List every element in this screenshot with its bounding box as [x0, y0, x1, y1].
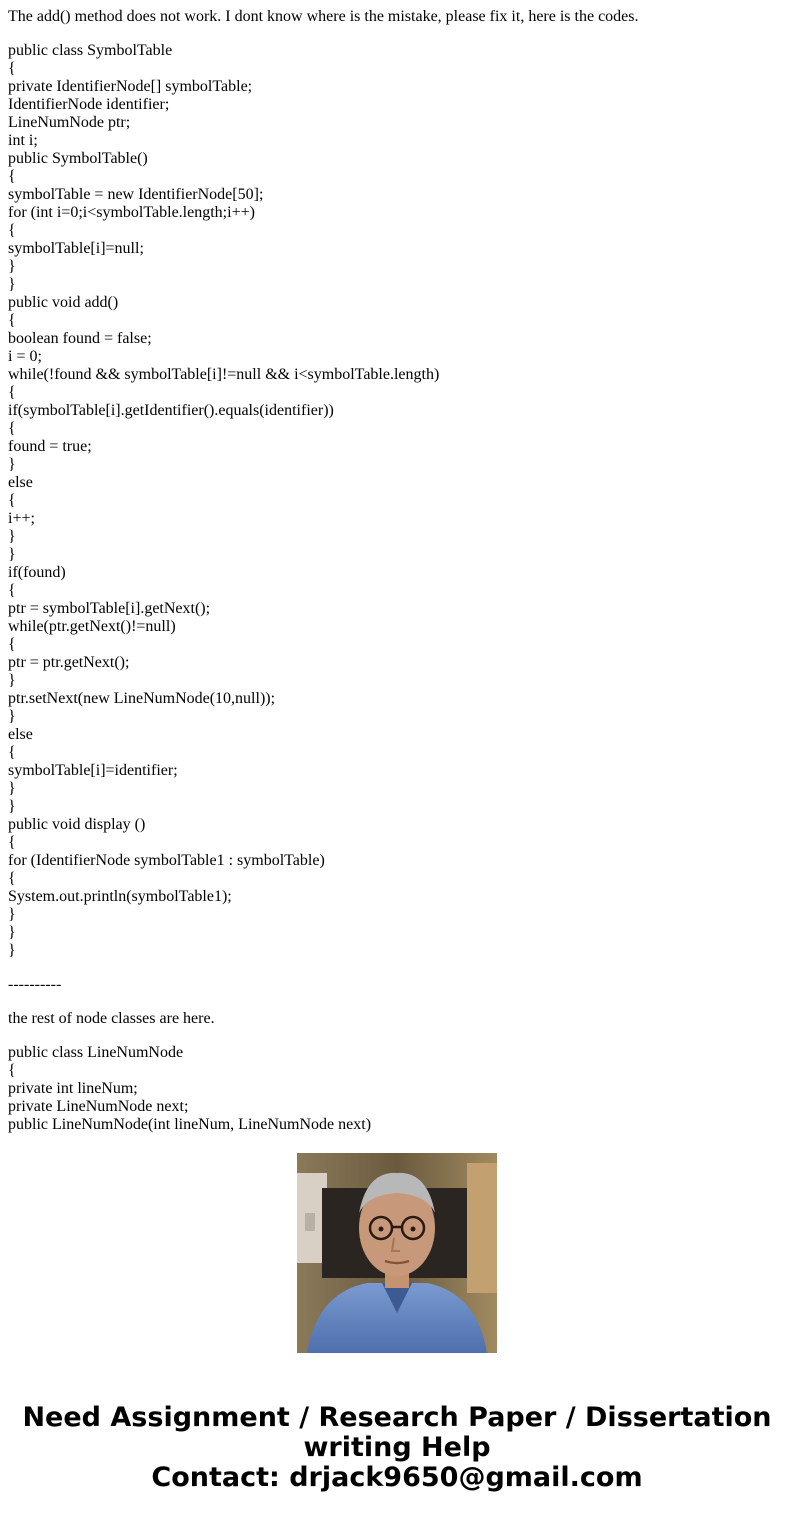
code-line: } — [8, 528, 16, 545]
author-photo — [297, 1153, 497, 1353]
promo-banner — [0, 1403, 794, 1493]
code-line: ptr = symbolTable[i].getNext(); — [8, 600, 211, 617]
code-line: { — [8, 636, 16, 653]
code-line: { — [8, 582, 16, 599]
rest-note: the rest of node classes are here. — [8, 1010, 215, 1027]
code-line: { — [8, 312, 16, 329]
code-line: if(found) — [8, 564, 66, 581]
promo-contact: Contact: drjack9650@gmail.com — [151, 1462, 643, 1493]
code-line: public SymbolTable() — [8, 150, 148, 167]
code-line: i = 0; — [8, 348, 42, 365]
author-avatar — [297, 1153, 497, 1353]
code-line: public void add() — [8, 294, 119, 311]
code-line: symbolTable = new IdentifierNode[50]; — [8, 186, 264, 203]
code-line: } — [8, 258, 16, 275]
code-line: } — [8, 906, 16, 923]
code-line: for (int i=0;i<symbolTable.length;i++) — [8, 204, 255, 221]
code-line: while(!found && symbolTable[i]!=null && i<symbolTable.length) — [8, 366, 440, 383]
code-line: { — [8, 222, 16, 239]
code-line: { — [8, 168, 16, 185]
code-line: i++; — [8, 510, 35, 527]
code-line: else — [8, 474, 33, 491]
code-line: } — [8, 672, 16, 689]
promo-line-2: writing Help — [303, 1432, 491, 1463]
code-line: { — [8, 1062, 16, 1079]
code-line: System.out.println(symbolTable1); — [8, 888, 232, 905]
code-block-line-num-node — [8, 1044, 788, 1134]
code-line: public class LineNumNode — [8, 1044, 184, 1061]
code-line: { — [8, 384, 16, 401]
code-line: private int lineNum; — [8, 1080, 138, 1097]
code-line: symbolTable[i]=null; — [8, 240, 144, 257]
code-line: symbolTable[i]=identifier; — [8, 762, 178, 779]
code-line: { — [8, 870, 16, 887]
code-line: while(ptr.getNext()!=null) — [8, 618, 176, 635]
code-line: LineNumNode ptr; — [8, 114, 131, 131]
code-line: { — [8, 744, 16, 761]
code-block-symbol-table — [8, 42, 788, 960]
code-line: } — [8, 708, 16, 725]
separator: ---------- — [8, 976, 62, 993]
question-text — [8, 0, 788, 1133]
code-line: boolean found = false; — [8, 330, 152, 347]
code-line: ptr.setNext(new LineNumNode(10,null)); — [8, 690, 276, 707]
code-line: public class SymbolTable — [8, 42, 173, 59]
code-line: } — [8, 924, 16, 941]
code-line: { — [8, 60, 16, 77]
code-line: IdentifierNode identifier; — [8, 96, 170, 113]
code-line: private IdentifierNode[] symbolTable; — [8, 78, 253, 95]
code-line: private LineNumNode next; — [8, 1098, 189, 1115]
code-line: } — [8, 546, 16, 563]
code-line: if(symbolTable[i].getIdentifier().equals(identifier)) — [8, 402, 334, 419]
code-line: for (IdentifierNode symbolTable1 : symbolTable) — [8, 852, 325, 869]
promo-line-1: Need Assignment / Research Paper / Dissertation — [22, 1402, 772, 1433]
code-line: } — [8, 780, 16, 797]
code-line: found = true; — [8, 438, 92, 455]
code-line: } — [8, 276, 16, 293]
code-line: int i; — [8, 132, 38, 149]
code-line: { — [8, 420, 16, 437]
code-line: { — [8, 834, 16, 851]
code-line: ptr = ptr.getNext(); — [8, 654, 130, 671]
code-line: public LineNumNode(int lineNum, LineNumNode next) — [8, 1116, 372, 1133]
code-line: else — [8, 726, 33, 743]
question-intro: The add() method does not work. I dont know where is the mistake, please fix it, here is the codes. — [8, 8, 639, 25]
code-line: public void display () — [8, 816, 146, 833]
code-line: { — [8, 492, 16, 509]
code-line: } — [8, 456, 16, 473]
code-line: } — [8, 798, 16, 815]
code-line: } — [8, 942, 16, 959]
